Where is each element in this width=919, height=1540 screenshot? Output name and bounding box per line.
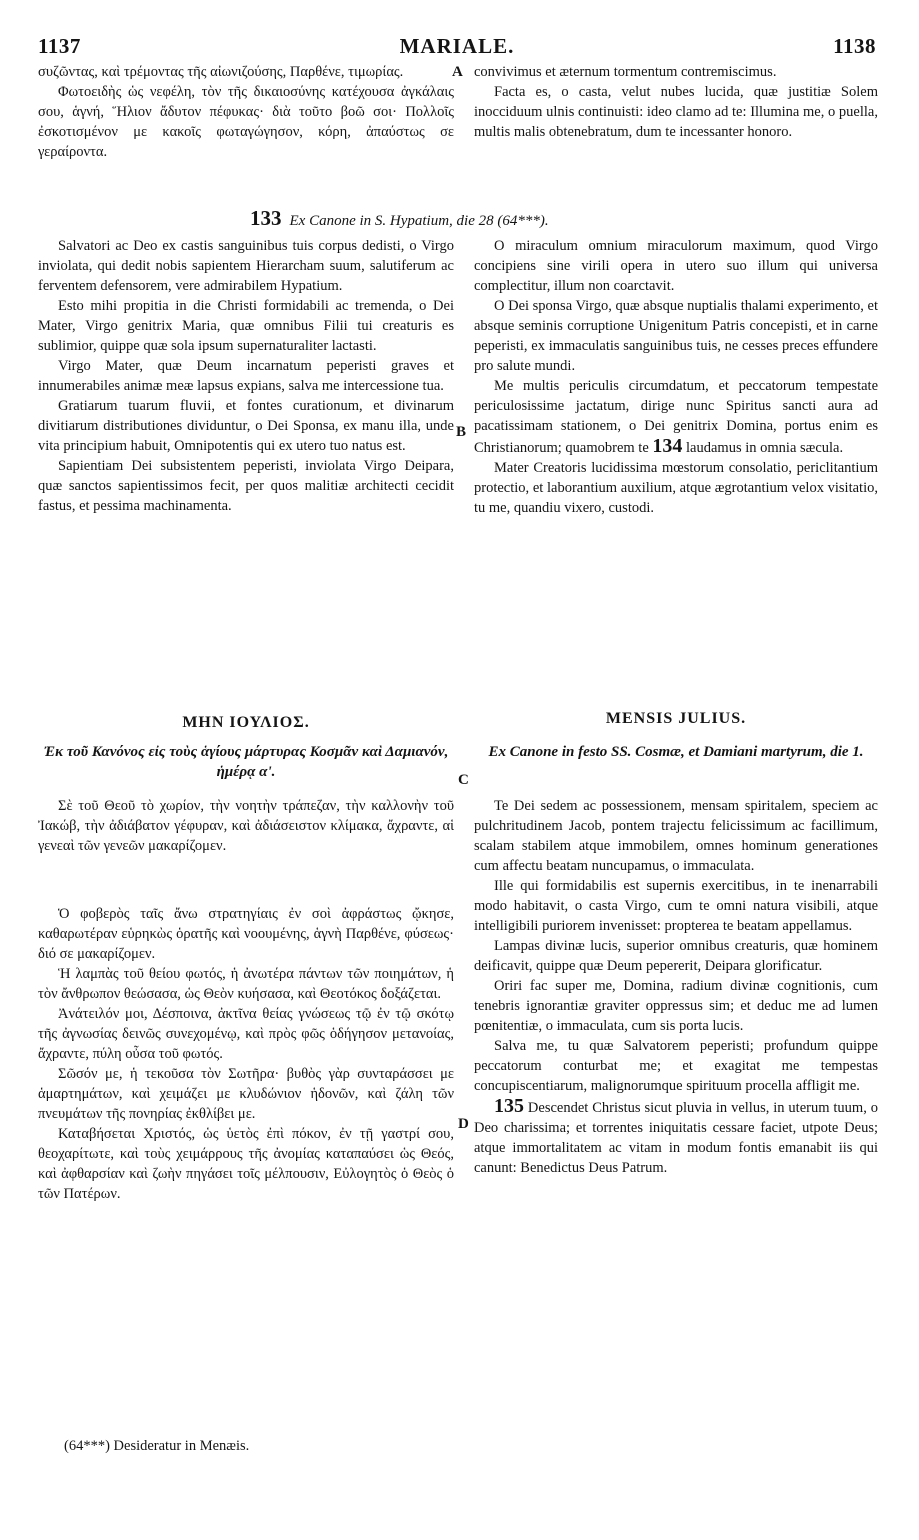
paragraph: Gratiarum tuarum fluvii, et fontes curationum, et divinarum divitiarum distributiones dividuntur, o Dei Sponsa, ex manu illa, unde vita principium habuit, Omnipotentis qui ex utero tuo natus est.: [38, 398, 454, 454]
margin-letter-d: D: [458, 1116, 469, 1132]
canon-subtitle-latin: Ex Canone in festo SS. Cosmæ, et Damiani martyrum, die 1.: [488, 744, 864, 760]
paragraph: Ille qui formidabilis est supernis exercitibus, in te inenarrabili modo habitavit, o casta Virgo, cum te omni natura visibili, atque intelligibili puriorem invenisset: propterea te beatam appellamus.: [474, 878, 878, 934]
paragraph: Ἀνάτειλόν μοι, Δέσποινα, ἀκτῖνα θείας γνώσεως τῷ ἐν τῷ σκότῳ τῆς ἀγνωσίας δεινῶς συνεχομένῳ, καὶ πρὸς φῶς ὁδήγησον μετανοίας, ἄχραντε, πύλη οὖσα τοῦ φωτός.: [38, 1006, 454, 1062]
paragraph: Te Dei sedem ac possessionem, mensam spiritalem, speciem ac pulchritudinem Jacob, pontem trajectu felicissimum ac facillimum, scalam stabilem atque immobilem, omnes hominum generationes cum affectu beatam nuncupamus, o immaculata.: [474, 798, 878, 874]
paragraph: Mater Creatoris lucidissima mœstorum consolatio, periclitantium protectio, et laborantium auxilium, atque ægrotantium velox visitatio, tu me, quandiu vixero, custodi.: [474, 460, 878, 516]
latin-column-right-middle: [474, 236, 878, 518]
section-number: 133: [250, 206, 282, 230]
margin-letter-b: B: [456, 424, 467, 440]
paragraph: Salva me, tu quæ Salvatorem peperisti; profundum quippe peccatorum conturbat me; et exagitat me tempestas concupiscentiarum, malignorumque spirituum procella affligit me.: [474, 1038, 878, 1094]
section-number: 134: [652, 435, 683, 457]
footnote: (64***) Desideratur in Menæis.: [64, 1438, 250, 1454]
paragraph: Esto mihi propitia in die Christi formidabili ac tremenda, o Dei Mater, Virgo genitrix Maria, quæ omnibus Filii tui creaturis es sublimior, quippe quæ sola ipsum supernaturaliter lactasti.: [38, 298, 454, 354]
greek-column-bottom: [38, 796, 454, 1204]
paragraph: Oriri fac super me, Domina, radium divinæ cognitionis, cum tenebris ignorantiæ graviter oppressus sim; et deduc me ad lumen pœnitentiæ, o immaculata, cum sis porta lucis.: [474, 978, 878, 1034]
margin-letter-c: C: [458, 772, 469, 788]
paragraph-text: Descendet Christus sicut pluvia in vellus, in uterum tuum, o Deo charissima; et torrentes iniquitatis cessare faciet, utpote Deus; atque immortalitatem ac vitam in modum fontis emanabit iis qui canunt: Benedictus Deus Patrum.: [474, 1100, 878, 1176]
running-title: MARIALE.: [399, 34, 515, 58]
page-number-right: 1138: [833, 34, 876, 58]
section-heading-text: Ex Canone in S. Hypatium, die 28 (64***).: [289, 213, 549, 229]
paragraph: Σὲ τοῦ Θεοῦ τὸ χωρίον, τὴν νοητὴν τράπεζαν, τὴν καλλονὴν τοῦ Ἰακώβ, τὴν ἀδιάβατον γέφυραν, καὶ ἀδιάσειστον κλίμακα, ἄχραντε, αἱ γενεαὶ τῶν γενεῶν μακαρίζομεν.: [38, 798, 454, 854]
page-number-left: 1137: [38, 34, 81, 58]
paragraph: Σῶσόν με, ἡ τεκοῦσα τὸν Σωτῆρα· βυθὸς γὰρ συνταράσσει με ἁμαρτημάτων, καὶ χειμάζει με κλυδώνιον ἡδονῶν, καὶ ζάλη τῶν πνευμάτων τῆς πονηρίας ἐκθλίβει με.: [38, 1066, 454, 1122]
paragraph: [474, 376, 878, 458]
paragraph: Sapientiam Dei subsistentem peperisti, inviolata Virgo Deipara, quæ sanctos sapientissimos fecit, per quos malitiæ architecti cecidit fastus, et pessima machinamenta.: [38, 458, 454, 514]
paragraph: O miraculum omnium miraculorum maximum, quod Virgo concipiens sine virili opera in utero suo illum qui universa complectitur, illum non coarctavit.: [474, 238, 878, 294]
paragraph: συζῶντας, καὶ τρέμοντας τῆς αἰωνιζούσης, Παρθένε, τιμωρίας.: [38, 64, 404, 80]
paragraph: Φωτοειδὴς ὡς νεφέλη, τὸν τῆς δικαιοσύνης κατέχουσα ἀγκάλαις σου, ἁγνή, Ἥλιον ἄδυτον πέφυκας· διὰ τοῦτο βοῶ σοι· Πολλοῖς ἐσκοτισμένον με κακοῖς φωταγώγησον, κόρη, ἀπαύστως σε γεραίροντα.: [38, 84, 454, 160]
paragraph: Lampas divinæ lucis, superior omnibus creaturis, quæ hominem deificavit, quippe quæ Deum pepererit, Deipara glorificatur.: [474, 938, 878, 974]
paragraph: Ὁ φοβερὸς ταῖς ἄνω στρατηγίαις ἐν σοὶ ἀφράστως ᾤκησε, καθαρωτέραν εὑρηκὼς ὁρατῆς καὶ νοουμένης, ἁγνὴ Παρθένε, φύσεως· διό σε μακαρίζομεν.: [38, 906, 454, 962]
paragraph-text: Me multis periculis circumdatum, et peccatorum tempestate periculosissime jactatum, dirige nunc Spiritus sancti aura ad pacatissimam stationem, o Dei genitrix Domina, portus enim es Christianorum; quamobrem te: [474, 378, 878, 456]
paragraph: Virgo Mater, quæ Deum incarnatum peperisti graves et innumerabiles animæ meæ lapsus expians, salva me intercessione tua.: [38, 358, 454, 394]
section-heading-133: [250, 206, 880, 231]
greek-column-top: [38, 62, 454, 162]
section-number: 135: [494, 1095, 524, 1117]
paragraph-text: laudamus in omnia sæcula.: [686, 440, 844, 456]
latin-column-top: [474, 62, 878, 142]
paragraph: Καταβήσεται Χριστός, ὡς ὑετὸς ἐπὶ πόκον, ἐν τῇ γαστρί σου, θεοχαρίτωτε, καὶ τοὺς χειμάρρους τῆς ἀνομίας καταπαύσει ὡς Θεός, καὶ ἀφθαρσίαν καὶ ζωὴν πηγάσει τοῖς μέλπουσιν, Εὐλογητὸς ὁ Θεὸς ὁ τῶν Πατέρων.: [38, 1126, 454, 1202]
page-header: [38, 34, 876, 56]
paragraph: Salvatori ac Deo ex castis sanguinibus tuis corpus dedisti, o Virgo inviolata, qui dedit nobis sapientem Hierarcham suum, salutiferum ac ferventem defensorem, vere admirabilem Hypatium.: [38, 238, 454, 294]
paragraph: Ἡ λαμπὰς τοῦ θείου φωτός, ἡ ἀνωτέρα πάντων τῶν ποιημάτων, ἡ τὸν ἄνθρωπον θεώσασα, ὡς Θεὸν κυήσασα, καὶ Θεοτόκος δοξάζεται.: [38, 966, 454, 1002]
paragraph: convivimus et æternum tormentum contremiscimus.: [474, 64, 777, 80]
month-title-greek: ΜΗΝ ΙΟΥΛΙΟΣ.: [182, 714, 310, 731]
paragraph: Facta es, o casta, velut nubes lucida, quæ justitiæ Solem inocciduum ulnis continuisti: ideo clamo ad te: Illumina me, o puella, multis malis obtenebratum, dum te incessanter honoro.: [474, 84, 878, 140]
canon-subtitle-greek: Ἐκ τοῦ Κανόνος εἰς τοὺς ἁγίους μάρτυρας Κοσμᾶν καὶ Δαμιανόν, ἡμέρᾳ αʹ.: [43, 744, 449, 780]
latin-column-left-middle: [38, 236, 454, 516]
month-title-latin: MENSIS JULIUS.: [605, 710, 747, 727]
paragraph: O Dei sponsa Virgo, quæ absque nuptialis thalami experimento, et absque seminis corruptione Unigenitum Patris concepisti, et in carne peperisti, ex immaculatis sanguinibus tuis, ne cesses preces effundere pro salute mundi.: [474, 298, 878, 374]
latin-column-bottom: [474, 796, 878, 1178]
paragraph: [474, 1096, 878, 1178]
margin-letter-a: A: [452, 64, 463, 80]
